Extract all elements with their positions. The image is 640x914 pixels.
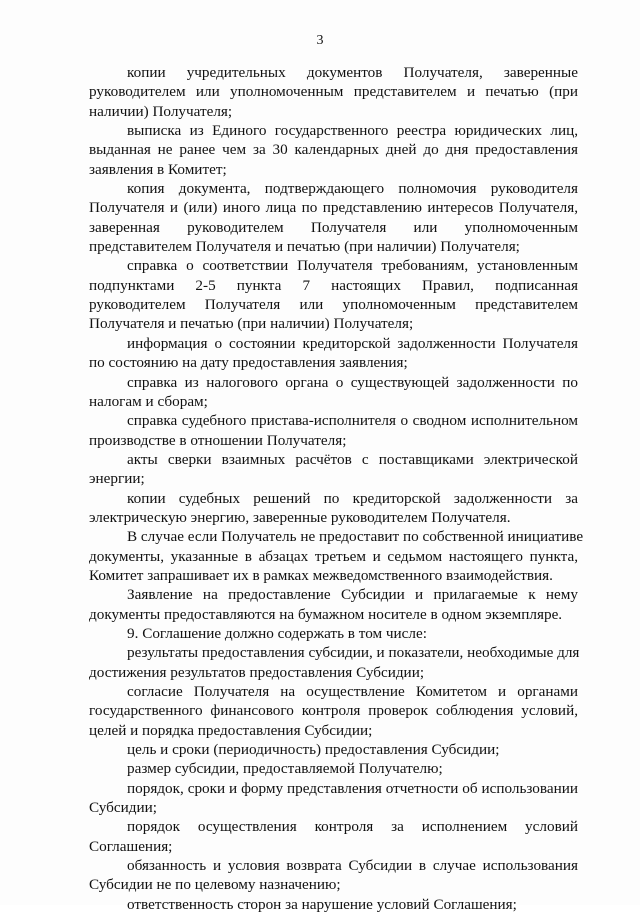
text-line: Получателя и печатью (при наличии) Получателя; [89,315,414,333]
text-line: копия документа, подтверждающего полномочия руководителя [127,180,578,198]
text-line: государственного финансового контроля проверок соблюдения условий, [89,702,578,720]
text-line: порядок, сроки и форму представления отчетности об использовании [127,779,578,797]
text-line: справка судебного пристава-исполнителя о сводном исполнительном [127,412,578,430]
document-body [89,63,584,914]
text-line: наличии) Получателя; [89,102,233,120]
text-line: заверенная руководителем Получателя или уполномоченным [89,218,578,236]
text-line: согласие Получателя на осуществление Комитетом и органами [127,683,578,700]
text-line: цель и сроки (периодичность) предоставления Субсидии; [127,741,500,759]
text-line: акты сверки взаимных расчётов с поставщиками электрической [127,450,578,468]
text-line: 9. Соглашение должно содержать в том числе: [127,624,427,642]
text-line: порядок осуществления контроля за исполнением условий [127,818,578,836]
text-line: представителем Получателя и печатью (при наличии) Получателя; [89,238,520,256]
text-line: налогам и сборам; [89,392,208,410]
text-line: руководителем Получателя или уполномоченным представителем [89,296,578,314]
text-line: документы предоставляются на бумажном носителе в одном экземпляре. [89,605,563,623]
text-line: документы, указанные в абзацах третьем и седьмом настоящего пункта, [89,547,578,565]
text-line: достижения результатов предоставления Субсидии; [89,663,425,681]
text-line: Комитет запрашивает их в рамках межведомственного взаимодействия. [89,566,553,584]
text-line: Получателя и (или) иного лица по представлению интересов Получателя, [89,199,578,217]
text-line: заявления в Комитет; [89,160,227,178]
text-line: Субсидии не по целевому назначению; [89,876,341,894]
text-line: информация о состоянии кредиторской задолженности Получателя [127,334,578,352]
text-line: целей и порядка предоставления Субсидии; [89,721,373,739]
page-number: 3 [316,33,324,48]
text-line: размер субсидии, предоставляемой Получателю; [127,760,443,778]
text-line: электрическую энергию, заверенные руководителем Получателя. [89,508,511,526]
text-line: обязанность и условия возврата Субсидии в случае использования [127,857,578,875]
text-line: выписка из Единого государственного реестра юридических лиц, [127,122,578,140]
text-line: производстве в отношении Получателя; [89,431,347,449]
text-line: В случае если Получатель не предоставит по собственной инициативе [127,528,584,546]
text-line: подпунктами 2-5 пункта 7 настоящих Правил, подписанная [89,276,578,294]
text-line: справка из налогового органа о существующей задолженности по [127,373,578,391]
text-line: руководителем или уполномоченным представителем и печатью (при [89,83,578,101]
text-line: выданная не ранее чем за 30 календарных дней до дня предоставления [89,141,578,159]
text-line: ответственность сторон за нарушение условий Соглашения; [127,895,517,913]
text-line: Заявление на предоставление Субсидии и прилагаемые к нему [127,586,578,604]
text-line: энергии; [89,470,145,488]
text-line: Субсидии; [89,799,157,817]
text-line: копии учредительных документов Получателя, заверенные [127,64,578,81]
text-line: справка о соответствии Получателя требованиям, установленным [127,257,578,275]
text-line: копии судебных решений по кредиторской задолженности за [127,489,578,507]
text-line: результаты предоставления субсидии, и показатели, необходимые для [127,644,580,662]
text-line: Соглашения; [89,837,173,855]
text-line: по состоянию на дату предоставления заявления; [89,354,408,372]
